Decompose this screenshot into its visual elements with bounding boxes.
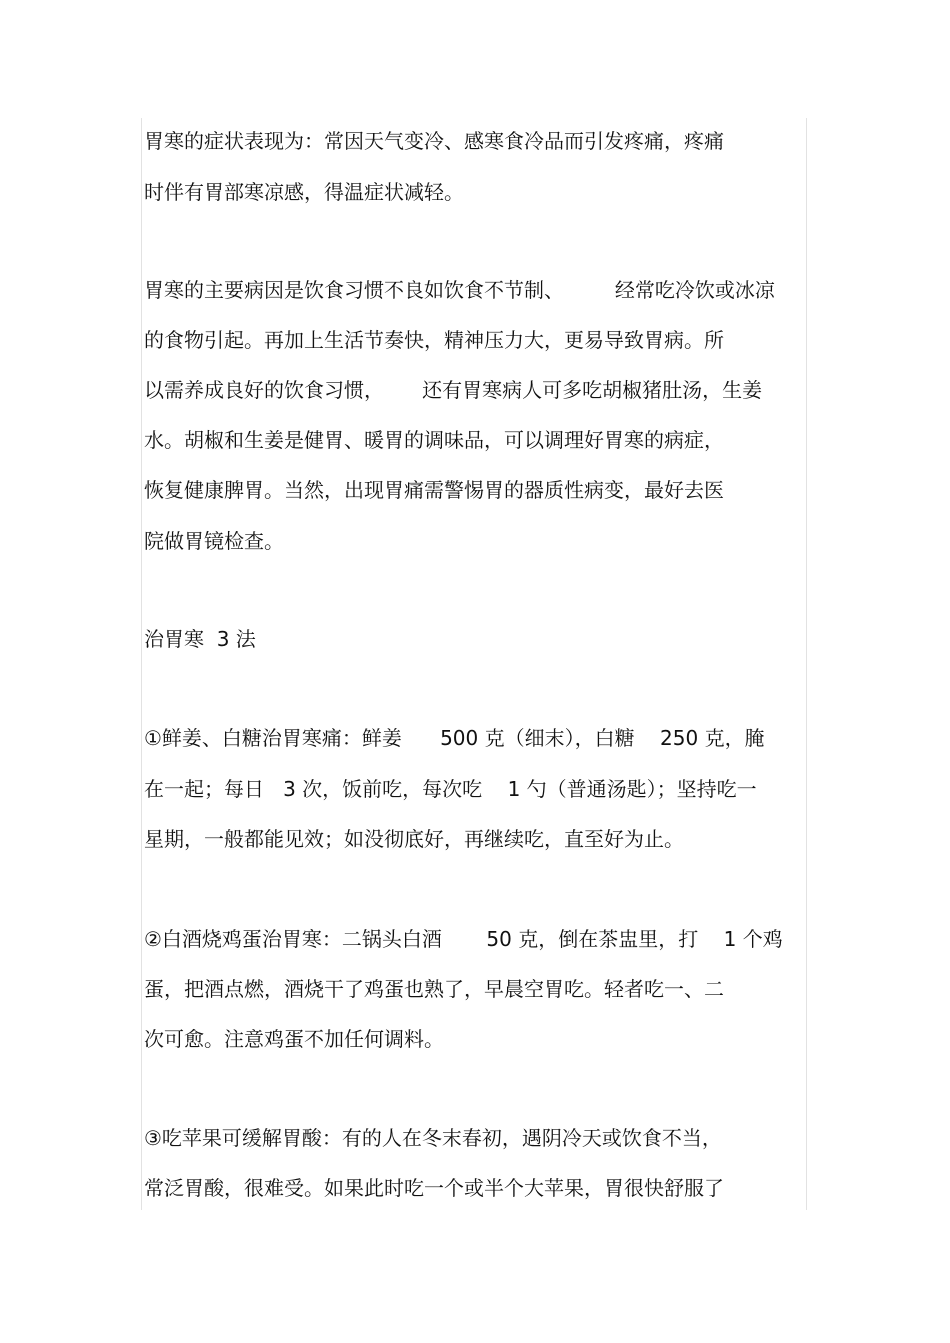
text-line: 常泛胃酸，很难受。如果此时吃一个或半个大苹果，胃很快舒服了 — [144, 1176, 724, 1200]
text-line: 蛋，把酒点燃，酒烧干了鸡蛋也熟了，早晨空胃吃。轻者吃一、二 — [144, 977, 724, 1001]
text-line: 水。胡椒和生姜是健胃、暖胃的调味品，可以调理好胃寒的病症， — [144, 428, 724, 452]
text-line: 的食物引起。再加上生活节奏快，精神压力大，更易导致胃病。所 — [144, 328, 724, 352]
text-line: 时伴有胃部寒凉感，得温症状减轻。 — [144, 180, 464, 204]
section-heading: 治胃寒 3 法 — [144, 627, 256, 651]
text-line: 胃寒的主要病因是饮食习惯不良如饮食不节制、 经常吃冷饮或冰凉 — [144, 278, 775, 302]
page-frame-left-border — [141, 118, 142, 1210]
text-line: ③吃苹果可缓解胃酸：有的人在冬末春初，遇阴冷天或饮食不当， — [144, 1126, 722, 1150]
text-line: 院做胃镜检查。 — [144, 529, 284, 553]
text-line: 胃寒的症状表现为：常因天气变冷、感寒食冷品而引发疼痛，疼痛 — [144, 129, 724, 153]
text-line: 恢复健康脾胃。当然，出现胃痛需警惕胃的器质性病变，最好去医 — [144, 478, 724, 502]
text-line: 在一起；每日 3 次，饭前吃，每次吃 1 勺（普通汤匙）；坚持吃一 — [144, 777, 757, 801]
text-line: 星期，一般都能见效；如没彻底好，再继续吃，直至好为止。 — [144, 827, 684, 851]
text-line: ②白酒烧鸡蛋治胃寒：二锅头白酒 50 克，倒在茶盅里，打 1 个鸡 — [144, 927, 783, 951]
text-line: ①鲜姜、白糖治胃寒痛：鲜姜 500 克（细末），白糖 250 克，腌 — [144, 726, 765, 750]
text-line: 以需养成良好的饮食习惯， 还有胃寒病人可多吃胡椒猪肚汤，生姜 — [144, 378, 763, 402]
page-frame-right-border — [806, 118, 807, 1210]
text-line: 次可愈。注意鸡蛋不加任何调料。 — [144, 1027, 444, 1051]
